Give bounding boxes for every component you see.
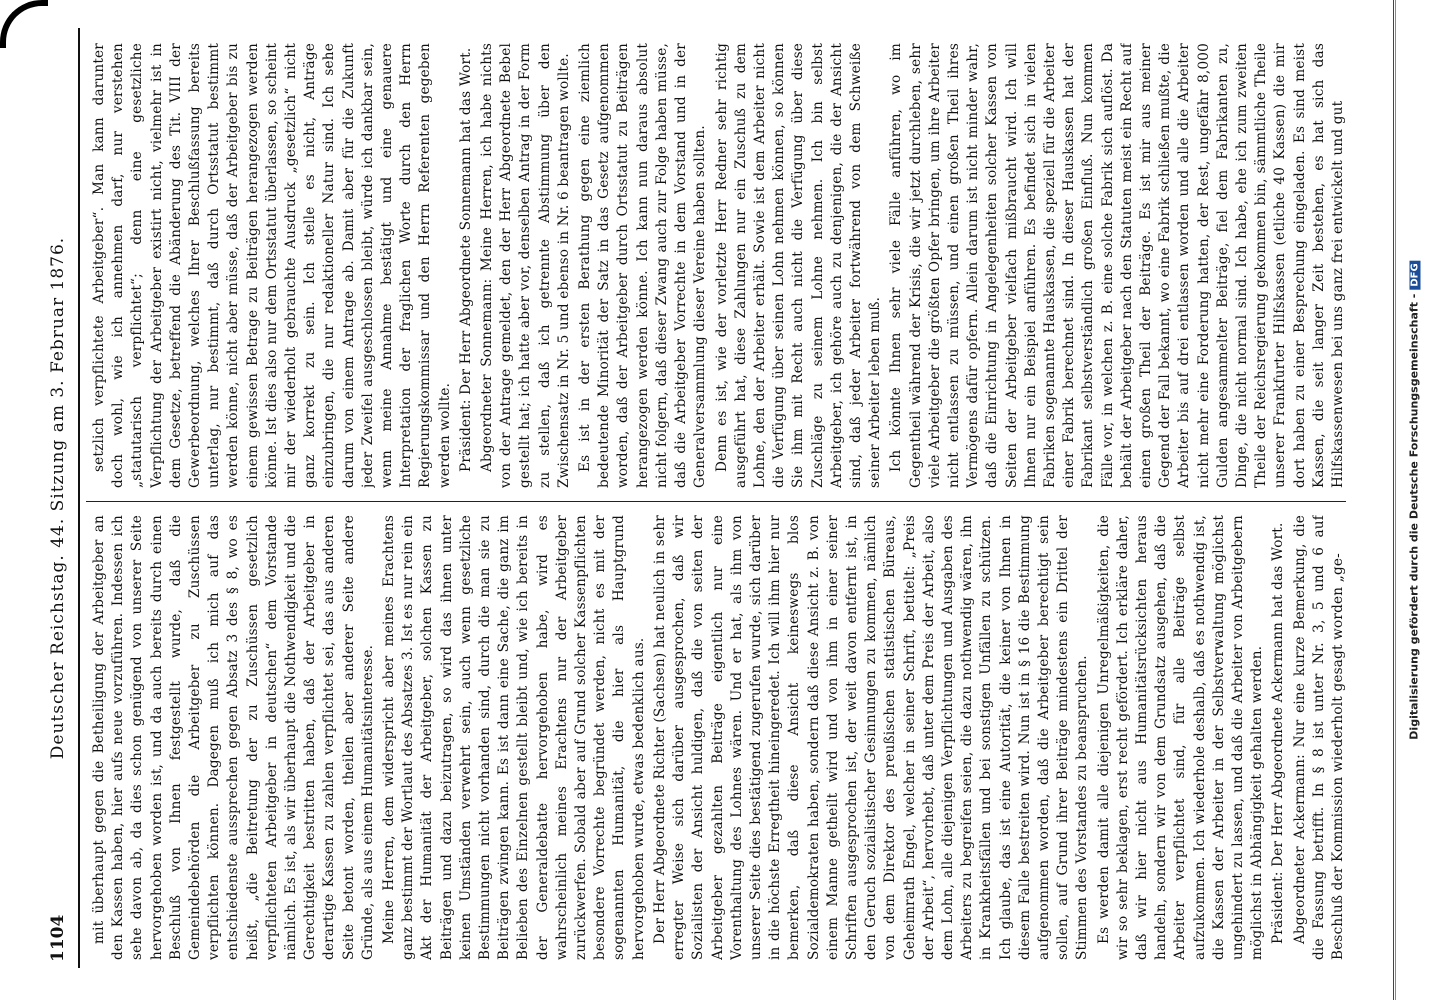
paragraph-speaker-president: Präsident: Der Herr Abgeordnete Sonnemann hat das Wort. <box>457 47 474 472</box>
paragraph: Meine Herren, dem widerspricht aber meines Erachtens ganz bestimmt der Wortlaut des Absatzes 3. Ist es nur rein ein Akt der Humanität der Arbeitgeber, solchen Kassen zu Beiträgen und dazu beizutragen, so wird das ihnen unter keinen Umständen verwehrt sein, auch wenn gesetzliche Bestimmungen nicht vorhanden sind, durch die man sie zu Beiträgen zwingen kann. Es ist dann eine Sache, die ganz im Belieben des Einzelnen gestellt bleibt und, wie ich bereits in der Generaldebatte hervorgehoben habe, wird es wahrscheinlich meines Erachtens nur der Arbeitgeber zurückwerfen. Sobald aber auf Grund solcher Kassenpflichten besondere Vorrechte begründet werden, nicht es mit der sogenannten Humanität, die hier als Hauptgrund hervorgehoben wurde, etwas bedenklich aus. <box>381 515 647 960</box>
paragraph: Ich könnte Ihnen sehr viele Fälle anführen, wo im Gegentheil während der Krisis, die wir jetzt durchleben, sehr viele Arbeitgeber die größten Opfer bringen, um ihre Arbeiter nicht entlassen zu müssen, und einen großen Theil ihres Vermögens dafür opfern. Allein darum ist nicht minder wahr, daß die Einrichtung in Angelegenheiten solcher Kassen von Seiten der Arbeitgeber vielfach mißbraucht wird. Ich will Ihnen nur ein Beispiel anführen. Es befindet sich in vielen Fabriken sogenannte Hauskassen, die speziell für die Arbeiter einer Fabrik berechnet sind. In dieser Hauskassen hat der Fabrikant selbstverständlich großen Einfluß. Nun kommen Fälle vor, in welchen z. B. eine solche Fabrik sich auflöst. Da behält der Arbeitgeber nach den Statuten meist ein Recht auf einen großen Theil der Beiträge. Es ist mir aus meiner Gegend der Fall bekannt, wo eine Fabrik schließen mußte, die Arbeiter bis auf drei entlassen worden und alle die Arbeiter nicht mehr eine Forderung hatten, der Rest, ungefähr 8,000 Gulden angesammelter Beiträge, fiel dem Fabrikanten zu, Dinge, die nicht normal sind. Ich habe, ehe ich zum zweiten Theile der Reichsregierung gekommen bin, sämmtliche Theile unserer Frankfurter Hilfskassen (etliche 40 Kassen) die mir dort haben zu einer Besprechung eingeladen. Es sind meist Kassen, die seit langer Zeit bestehen, es hat sich das Hilfskassenwesen bei uns ganz frei entwickelt und gut <box>888 43 1346 488</box>
paragraph: setzlich verpflichtete Arbeitgeber“. Man kann darunter doch wohl, wie ich annehmen darf, nur verstehen „statutarisch verpflichtet“; denn eine gesetzliche Verpflichtung der Arbeitgeber existirt nicht, vielmehr ist in dem Gesetze, betreffend die Abänderung des Tit. VIII der Gewerbeordnung, welches Ihrer Beschlußfassung bereits unterlag, nur bestimmt, daß durch Ortsstatut bestimmt werden könne, nicht aber müsse, daß der Arbeitgeber bis zu einem gewissen Betrage zu Beiträgen herangezogen werden könne. Ist dies also nur dem Ortsstatut überlassen, so scheint mir der wiederholt gebrauchte Ausdruck „gesetzlich“ nicht ganz korrekt zu sein. Ich stelle es nicht, Anträge einzubringen, die nur redaktioneller Natur sind. Ich sehe darum von einem Antrage ab. Damit aber für die Zukunft jeder Zweifel ausgeschlossen bleibt, würde ich dankbar sein, wenn meine Annahme bestätigt und eine genauere Interpretation der fraglichen Worte durch den Herrn Regierungskommissar und den Herrn Referenten gegeben werden wollte. <box>91 43 453 488</box>
paragraph-speaker-sonnemann: Abgeordneter Sonnemann: Meine Herren, ich habe nichts von der Antrage gemeldet, den der Herr Abgeordnete Bebel gestellt hat; ich hatte aber vor, denselben Antrag in der Form zu stellen, daß ich getrennte Abstimmung über den Zwischensatz in Nr. 5 und ebenso in Nr. 6 beantragen wollte. <box>479 43 572 488</box>
paragraph: Es ist in der ersten Berathung gegen eine ziemlich bedeutende Minorität der Satz in das Gesetz aufgenommen worden, daß der Arbeitgeber durch Ortsstatut zu Beiträgen herangezogen werden könne. Ich kann nun daraus absolut nicht folgern, daß dieser Zwang auch zur Folge haben müsse, daß die Arbeitgeber Vorrechte in dem Vorstand und in der Generalversammlung dieser Vereine haben sollten. <box>577 43 709 488</box>
scan-crop-line <box>1395 0 1396 1000</box>
text-column-left <box>90 515 1350 960</box>
page-number: 1104 <box>48 914 68 962</box>
digitization-credit <box>1400 0 1428 1000</box>
paragraph-speaker-ackermann: Abgeordneter Ackermann: Nur eine kurze Bemerkung, die die Fassung betrifft. In § 8 ist unter Nr. 3, 5 und 6 auf Beschluß der Kommission wiederholt gesagt worden „ge- <box>1291 515 1346 960</box>
paragraph: Es werden damit alle diejenigen Unregelmäßigkeiten, die wir so sehr beklagen, erst recht gefördert. Ich erkläre daher, daß wir hier nicht aus Humanitätsrücksichten heraus handeln, sondern wir von dem Grundsatz ausgehen, daß die Arbeiter verpflichtet sind, für alle Beiträge selbst aufzukommen. Ich wiederhole deshalb, daß es nothwendig ist, die Kassen der Arbeiter in der Selbstverwaltung möglichst ungehindert zu lassen, und daß die Arbeiter von Arbeitgebern möglichst in Abhängigkeit gehalten werden. <box>1095 515 1266 960</box>
page-header <box>38 28 80 968</box>
credit-text: Digitalisierung gefördert durch die Deutsche Forschungsgemeinschaft - <box>1407 293 1421 740</box>
dfg-badge: DFG <box>1410 260 1421 289</box>
paragraph: Denn es ist, wie der vorletzte Herr Redner sehr richtig ausgeführt hat, diese Zahlungen nur ein Zuschuß zu dem Lohne, den der Arbeiter erhält. Sowie ist dem Arbeiter nicht die Verfügung über seinen Lohn nehmen können, so können Sie ihm mit Recht auch nicht die Verfügung über diese Zuschläge zu seinem Lohne nehmen. Ich bin selbst Arbeitgeber, ich gehöre auch zu denjenigen, die der Ansicht sind, daß jeder Arbeiter fortwährend von dem Schweiße seiner Arbeiter leben muß. <box>713 43 884 488</box>
paragraph: Der Herr Abgeordnete Richter (Sachsen) hat neulich in sehr erregter Weise sich darüber ausgesprochen, daß wir Sozialisten der Ansicht huldigen, daß die von seiten der Arbeitgeber gezahlten Beiträge eigentlich nur eine Vorenthaltung des Lohnes wären. Und er hat, als ihm von unserer Seite dies bestätigend zugerufen wurde, sich darüber in die höchste Erregtheit hineingeredet. Ich will ihm hier nur bemerken, daß diese Ansicht keineswegs blos Sozialdemokraten haben, sondern daß diese Ansicht z. B. von einem Manne getheilt wird und von ihm in einer seiner Schriften ausgesprochen ist, der weit davon entfernt ist, in den Geruch sozialistischer Gesinnungen zu kommen, nämlich von dem Direktor des preußischen statistischen Büreaus, Geheimrath Engel, welcher in seiner Schrift, betitelt: „Preis der Arbeit“, hervorhebt, daß unter dem Preis der Arbeit, also dem Lohn, alle diejenigen Verpflichtungen und Ausgaben des Arbeiters zu begreifen seien, die dazu nothwendig wären, ihn in Krankheitsfällen und bei sonstigen Unfällen zu schützen. Ich glaube, das ist eine Autorität, die keiner von Ihnen in diesem Falle bestreiten wird. Nun ist in § 16 die Bestimmung aufgenommen worden, daß die Arbeitgeber berechtigt sein sollen, auf Grund ihrer Beiträge mindestens ein Drittel der Stimmen des Vorstandes zu beanspruchen. <box>651 515 1091 960</box>
text-column-right <box>90 43 1350 488</box>
column-divider <box>86 501 1346 502</box>
credit-text-wrapper <box>1408 260 1421 739</box>
page-title: Deutscher Reichstag. 44. Sitzung am 3. Februar 1876. <box>48 236 68 760</box>
paragraph-speaker-president: Präsident: Der Herr Abgeordnete Ackermann hat das Wort. <box>1270 522 1287 944</box>
document-page <box>38 28 1358 968</box>
scan-crop-line <box>1393 0 1394 1000</box>
paragraph: mit überhaupt gegen die Betheiligung der Arbeitgeber an den Kassen haben, hier aufs neue vorzuführen. Indessen ich sehe davon ab, da dies schon genügend von unserer Seite hervorgehoben worden ist, und da auch bereits durch einen Beschluß von Ihnen festgestellt wurde, daß die Gemeindebehörden die Arbeitgeber zu Zuschüssen verpflichten können. Dagegen muß ich mich auf das entschiedenste aussprechen gegen Absatz 3 des § 8, wo es heißt, „die Beitretung der zu Zuschüssen gesetzlich verpflichteten Arbeitgeber in deutschen“ dem Vorstande nämlich. Es ist, als wir überhaupt die Nothwendigkeit und die Gerechtigkeit bestritten haben, daß der Arbeitgeber in derartige Kassen zu zahlen verpflichtet sei, das aus anderen Seite betont worden, theilen aber anderer Seite andere Gründe, als aus einem Humanitätsinteresse. <box>91 515 376 960</box>
